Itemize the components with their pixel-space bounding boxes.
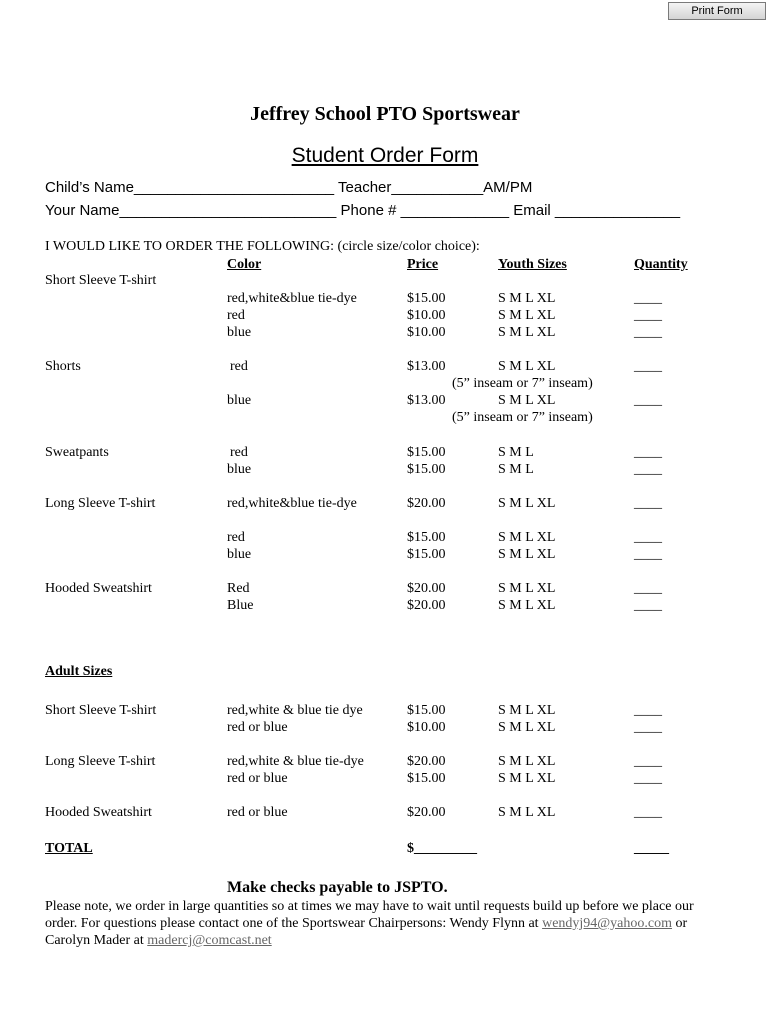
youth-size-options[interactable]: S M L (498, 445, 534, 460)
print-form-button[interactable]: Print Form (668, 2, 766, 20)
youth-quantity-field[interactable]: ____ (634, 547, 662, 562)
adult-quantity-field[interactable]: ____ (634, 771, 662, 786)
youth-color-option: Red (227, 581, 250, 596)
youth-color-option: red (227, 530, 245, 545)
youth-size-options[interactable]: S M L XL (498, 291, 556, 306)
youth-quantity-field[interactable]: ____ (634, 325, 662, 340)
youth-price: $15.00 (407, 547, 446, 562)
youth-price: $15.00 (407, 462, 446, 477)
color-header: Color (227, 257, 262, 272)
youth-color-option: Blue (227, 598, 254, 613)
adult-quantity-field[interactable]: ____ (634, 754, 662, 769)
contact-fields[interactable]: Your Name__________________________ Phone # _____________ Email _______________ (45, 202, 681, 219)
youth-color-option: red (230, 445, 248, 460)
youth-quantity-field[interactable]: ____ (634, 530, 662, 545)
youth-quantity-field[interactable]: ____ (634, 598, 662, 613)
adult-price: $15.00 (407, 703, 446, 718)
youth-quantity-field[interactable]: ____ (634, 445, 662, 460)
child-teacher-fields[interactable]: Child’s Name________________________ Teacher___________AM/PM (45, 179, 533, 196)
total-label: TOTAL (45, 841, 93, 856)
youth-price: $15.00 (407, 445, 446, 460)
adult-price: $20.00 (407, 805, 446, 820)
youth-item-name: Shorts (45, 359, 81, 374)
youth-price: $13.00 (407, 393, 446, 408)
youth-item-name: Long Sleeve T-shirt (45, 496, 156, 511)
order-instructions: I WOULD LIKE TO ORDER THE FOLLOWING: (circle size/color choice): (45, 239, 480, 254)
page-title: Jeffrey School PTO Sportswear (250, 103, 520, 125)
email-link-carolyn[interactable]: madercj@comcast.net (147, 933, 272, 948)
adult-item-name: Short Sleeve T-shirt (45, 703, 157, 718)
youth-color-option: red (230, 359, 248, 374)
adult-price: $20.00 (407, 754, 446, 769)
youth-price: $10.00 (407, 308, 446, 323)
adult-color-option: red or blue (227, 771, 288, 786)
total-amount-field[interactable]: $_________ (407, 841, 477, 856)
quantity-header: Quantity (634, 257, 688, 272)
youth-size-options[interactable]: S M L XL (498, 581, 556, 596)
youth-price: $10.00 (407, 325, 446, 340)
youth-color-option: red,white&blue tie-dye (227, 291, 357, 306)
adult-color-option: red,white & blue tie dye (227, 703, 363, 718)
note-line-3: Carolyn Mader at madercj@comcast.net (45, 933, 272, 948)
youth-price: $15.00 (407, 530, 446, 545)
youth-color-option: blue (227, 393, 252, 408)
youth-size-options[interactable]: S M L XL (498, 393, 556, 408)
note-line-1: Please note, we order in large quantities so at times we may have to wait until requests build up before we place our (45, 899, 694, 914)
youth-size-options[interactable]: S M L XL (498, 496, 556, 511)
adult-size-options[interactable]: S M L XL (498, 805, 556, 820)
youth-item-name: Short Sleeve T-shirt (45, 273, 157, 288)
youth-size-options[interactable]: S M L (498, 462, 534, 477)
adult-size-options[interactable]: S M L XL (498, 771, 556, 786)
adult-color-option: red or blue (227, 805, 288, 820)
adult-size-options[interactable]: S M L XL (498, 703, 556, 718)
youth-sizes-header: Youth Sizes (498, 257, 567, 272)
adult-item-name: Long Sleeve T-shirt (45, 754, 156, 769)
youth-quantity-field[interactable]: ____ (634, 291, 662, 306)
adult-size-options[interactable]: S M L XL (498, 720, 556, 735)
adult-size-options[interactable]: S M L XL (498, 754, 556, 769)
youth-color-option: blue (227, 325, 252, 340)
youth-price: $20.00 (407, 581, 446, 596)
note-line-2: order. For questions please contact one of the Sportswear Chairpersons: Wendy Flynn at wendyj94@yahoo.com or (45, 916, 688, 931)
adult-quantity-field[interactable]: ____ (634, 720, 662, 735)
youth-size-options[interactable]: S M L XL (498, 308, 556, 323)
email-link-wendy[interactable]: wendyj94@yahoo.com (542, 916, 673, 931)
adult-sizes-header: Adult Sizes (45, 664, 113, 679)
payable-note: Make checks payable to JSPTO. (227, 879, 448, 896)
youth-color-option: red,white&blue tie-dye (227, 496, 357, 511)
page-subtitle: Student Order Form (291, 144, 479, 167)
youth-size-options[interactable]: S M L XL (498, 598, 556, 613)
adult-item-name: Hooded Sweatshirt (45, 805, 152, 820)
youth-quantity-field[interactable]: ____ (634, 496, 662, 511)
adult-color-option: red or blue (227, 720, 288, 735)
youth-quantity-field[interactable]: ____ (634, 462, 662, 477)
youth-item-name: Sweatpants (45, 445, 109, 460)
inseam-note: (5” inseam or 7” inseam) (452, 376, 593, 391)
youth-color-option: red (227, 308, 245, 323)
price-header: Price (407, 257, 439, 272)
youth-item-name: Hooded Sweatshirt (45, 581, 152, 596)
total-quantity-field[interactable]: _____ (634, 841, 669, 856)
youth-quantity-field[interactable]: ____ (634, 581, 662, 596)
youth-size-options[interactable]: S M L XL (498, 359, 556, 374)
youth-price: $20.00 (407, 496, 446, 511)
youth-size-options[interactable]: S M L XL (498, 547, 556, 562)
youth-price: $15.00 (407, 291, 446, 306)
youth-size-options[interactable]: S M L XL (498, 325, 556, 340)
inseam-note: (5” inseam or 7” inseam) (452, 410, 593, 425)
adult-quantity-field[interactable]: ____ (634, 805, 662, 820)
youth-color-option: blue (227, 462, 252, 477)
youth-quantity-field[interactable]: ____ (634, 359, 662, 374)
youth-color-option: blue (227, 547, 252, 562)
adult-quantity-field[interactable]: ____ (634, 703, 662, 718)
adult-price: $15.00 (407, 771, 446, 786)
youth-quantity-field[interactable]: ____ (634, 393, 662, 408)
adult-price: $10.00 (407, 720, 446, 735)
youth-price: $13.00 (407, 359, 446, 374)
youth-quantity-field[interactable]: ____ (634, 308, 662, 323)
youth-price: $20.00 (407, 598, 446, 613)
youth-size-options[interactable]: S M L XL (498, 530, 556, 545)
adult-color-option: red,white & blue tie-dye (227, 754, 364, 769)
